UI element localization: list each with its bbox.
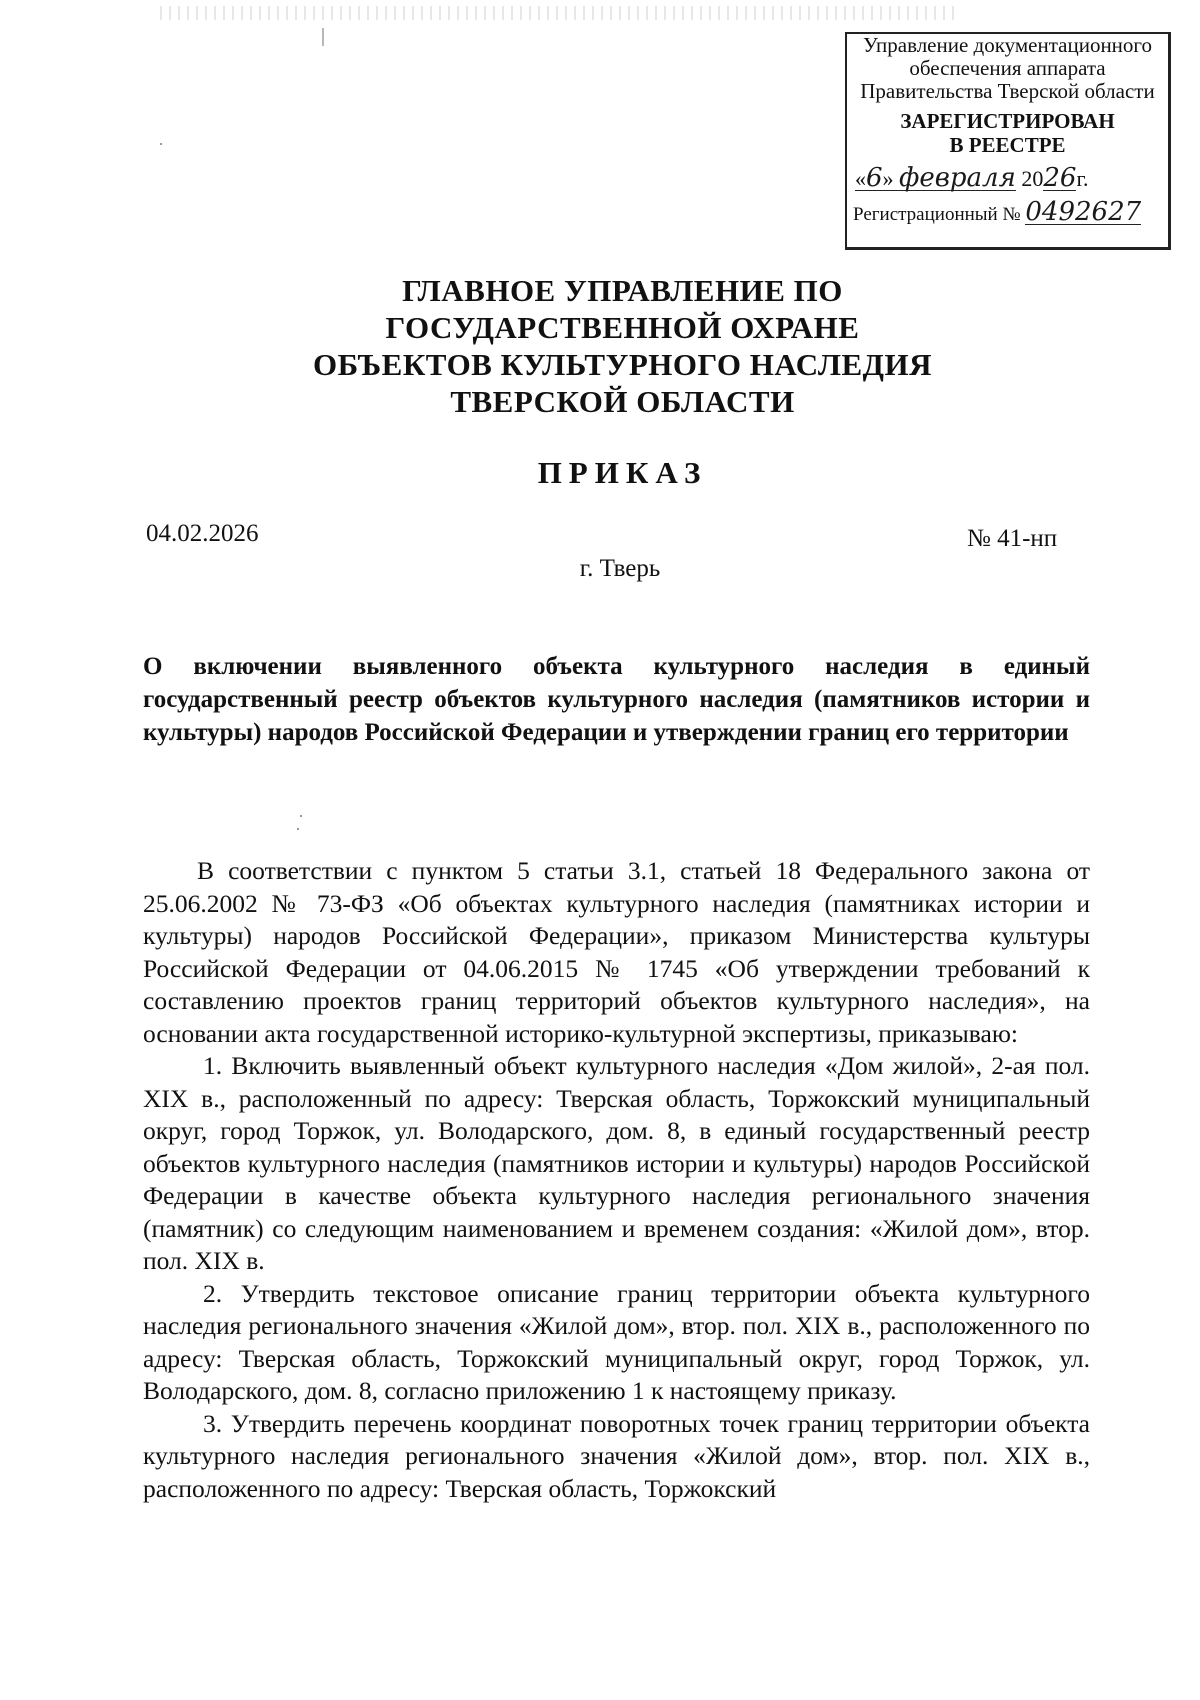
- scan-noise: [160, 6, 960, 20]
- stamp-date-open: «: [855, 166, 866, 191]
- stamp-reg-number: 0492627: [1025, 197, 1142, 227]
- order-body: [143, 855, 1090, 1505]
- body-item-3: 3. Утвердить перечень координат поворотных точек границ территории объекта культурного наследия регионального значения «Жилой дом», втор. пол. XIX в., расположенного по адресу: Тверская область, Торжокский: [143, 1408, 1090, 1503]
- stamp-line: Управление документационного: [862, 33, 1153, 57]
- stamp-reg-label: Регистрационный №: [853, 204, 1021, 225]
- stamp-year-suffix: 26: [1043, 163, 1077, 193]
- stamp-date: [847, 163, 1168, 193]
- stamp-year-prefix: 20: [1021, 166, 1044, 191]
- stamp-date-close: »: [882, 166, 894, 191]
- body-preamble: В соответствии с пунктом 5 статьи 3.1, статьей 18 Федерального закона от 25.06.2002 № 73-ФЗ «Об объектах культурного наследия (памятниках истории и культуры) народов Российской Федерации», приказом Министерства культуры Российской Федерации от 04.06.2015 № 1745 «Об утверждении требований к составлению проектов границ территорий объектов культурного наследия», на основании акта государственной историко-культурной экспертизы, приказываю:: [143, 856, 1090, 1048]
- stamp-line: обеспечения аппарата: [909, 56, 1106, 80]
- stamp-date-day: 6: [866, 163, 883, 193]
- order-city: г. Тверь: [579, 555, 661, 582]
- stamp-registered: ЗАРЕГИСТРИРОВАН: [900, 109, 1115, 133]
- scan-speck: [300, 815, 302, 817]
- registration-stamp: [845, 32, 1171, 250]
- org-line: ТВЕРСКОЙ ОБЛАСТИ: [450, 384, 795, 419]
- body-item-2: 2. Утвердить текстовое описание границ территории объекта культурного наследия регионального значения «Жилой дом», втор. пол. XIX в., расположенного по адресу: Тверская область, Торжокский муниципальный округ, город Торжок, ул. Володарского, дом. 8, согласно приложению 1 к настоящему приказу.: [143, 1278, 1090, 1405]
- organization-name: [0, 272, 1200, 420]
- org-line: ОБЪЕКТОВ КУЛЬТУРНОГО НАСЛЕДИЯ: [313, 347, 932, 382]
- order-number: № 41-нп: [967, 525, 1058, 552]
- scan-speck: [160, 143, 162, 145]
- stamp-line: Правительства Тверской области: [860, 79, 1155, 103]
- stamp-reg-number-row: [847, 197, 1168, 227]
- org-line: ГЛАВНОЕ УПРАВЛЕНИЕ ПО: [402, 273, 843, 308]
- stamp-registered: В РЕЕСТРЕ: [949, 133, 1066, 157]
- stamp-year-unit: г.: [1076, 166, 1089, 191]
- org-line: ГОСУДАРСТВЕННОЙ ОХРАНЕ: [385, 310, 860, 345]
- order-date: 04.02.2026: [146, 520, 259, 547]
- order-subject: О включении выявленного объекта культурного наследия в единый государственный реестр объектов культурного наследия (памятников истории и культуры) народов Российской Федерации и утверждении границ его территории: [143, 653, 1090, 746]
- document-type: ПРИКАЗ: [537, 455, 708, 490]
- scan-mark: [322, 28, 324, 46]
- stamp-date-month: февраля: [899, 163, 1016, 193]
- body-item-1: 1. Включить выявленный объект культурного наследия «Дом жилой», 2-ая пол. XIX в., расположенный по адресу: Тверская область, Торжокский муниципальный округ, город Торжок, ул. Володарского, дом. 8, в единый государственный реестр объектов культурного наследия (памятников истории и культуры) народов Российской Федерации в качестве объекта культурного наследия регионального значения (памятник) со следующим наименованием и временем создания: «Жилой дом», втор. пол. XIX в.: [143, 1051, 1090, 1275]
- scan-speck: [297, 828, 299, 830]
